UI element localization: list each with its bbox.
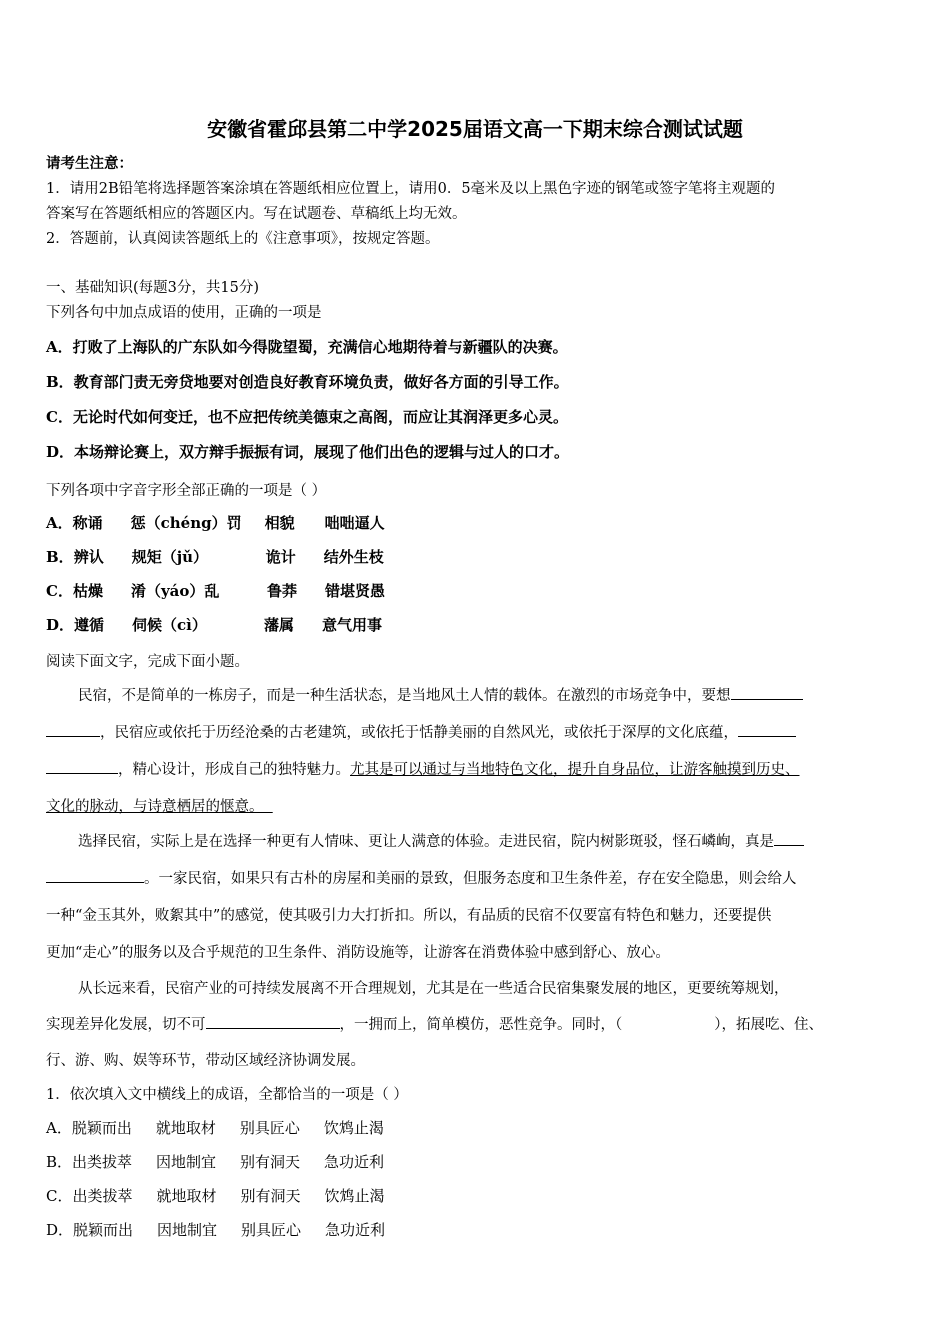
option-label: C． bbox=[46, 582, 73, 600]
option-word: 淆（yáo）乱 bbox=[130, 582, 220, 600]
passage-p3-line2 bbox=[46, 1013, 906, 1034]
passage-p2-line2 bbox=[46, 867, 906, 888]
fill-blank bbox=[206, 1014, 340, 1029]
option-word: 因地制宜 bbox=[156, 1153, 217, 1171]
passage-p1-line3 bbox=[46, 758, 906, 779]
passage-p1-line1 bbox=[78, 684, 906, 705]
option-word: 枯燥 bbox=[72, 582, 103, 600]
q3-option-c bbox=[46, 1185, 385, 1206]
option-word: 遵循 bbox=[74, 616, 105, 634]
fill-blank bbox=[738, 722, 796, 737]
fill-blank bbox=[731, 685, 803, 700]
reading-intro: 阅读下面文字，完成下面小题。 bbox=[46, 654, 249, 670]
option-word: 别具匠心 bbox=[239, 1119, 300, 1137]
passage-p2-line4: 更加“走心”的服务以及合乎规范的卫生条件、消防设施等，让游客在消费体验中感到舒心、放心。 bbox=[46, 945, 670, 961]
q1-stem: 下列各句中加点成语的使用，正确的一项是 bbox=[46, 305, 322, 321]
passage-p2-line3: 一种“金玉其外，败絮其中”的感觉，使其吸引力大打折扣。所以，有品质的民宿不仅要富有特色和魅力，还要提供 bbox=[46, 908, 772, 924]
passage-p1-line4 bbox=[46, 795, 906, 816]
option-label: A． bbox=[46, 514, 73, 532]
option-word: 脱颖而出 bbox=[73, 1221, 134, 1239]
option-word: 惩（chéng）罚 bbox=[130, 514, 242, 532]
passage-p3-line1: 从长远来看，民宿产业的可持续发展离不开合理规划，尤其是在一些适合民宿集聚发展的地区，更要统筹规划， bbox=[78, 981, 789, 997]
q1-option-b: B．教育部门责无旁贷地要对创造良好教育环境负责，做好各方面的引导工作。 bbox=[46, 373, 569, 391]
option-label: B． bbox=[46, 1153, 73, 1171]
notice-item-1b: 答案写在答题纸相应的答题区内。写在试题卷、草稿纸上均无效。 bbox=[46, 206, 467, 222]
passage-p2-line1 bbox=[78, 830, 906, 851]
option-word: 饮鸩止渴 bbox=[324, 1187, 385, 1205]
q1-option-d: D．本场辩论赛上，双方辩手振振有词，展现了他们出色的逻辑与过人的口才。 bbox=[46, 443, 570, 461]
option-label: A． bbox=[46, 1119, 72, 1137]
notice-heading: 请考生注意： bbox=[46, 155, 133, 172]
option-word: 相貌 bbox=[264, 514, 295, 532]
option-word: 脱颖而出 bbox=[71, 1119, 132, 1137]
option-word: 急功近利 bbox=[324, 1153, 385, 1171]
option-word: 因地制宜 bbox=[157, 1221, 218, 1239]
option-word: 伺候（cì） bbox=[132, 616, 207, 634]
option-word: 藩属 bbox=[264, 616, 295, 634]
option-word: 就地取材 bbox=[156, 1187, 217, 1205]
q2-option-b bbox=[46, 546, 384, 567]
option-word: 出类拔萃 bbox=[72, 1153, 133, 1171]
option-label: B． bbox=[46, 548, 74, 566]
q1-option-c: C．无论时代如何变迁，也不应把传统美德束之高阁，而应让其润泽更多心灵。 bbox=[46, 408, 568, 426]
passage-text: ，一拥而上，简单模仿，恶性竞争。同时，（ bbox=[339, 1017, 623, 1033]
option-label: C． bbox=[46, 1187, 73, 1205]
option-word: 规矩（jǔ） bbox=[131, 548, 209, 566]
passage-text: ），拓展吃、住、 bbox=[714, 1017, 823, 1033]
q1-option-a: A．打败了上海队的广东队如今得陇望蜀，充满信心地期待着与新疆队的决赛。 bbox=[46, 338, 568, 356]
q2-option-c bbox=[46, 580, 385, 601]
passage-p3-line3: 行、游、购、娱等环节，带动区域经济协调发展。 bbox=[46, 1053, 365, 1069]
notice-item-2: 2．答题前，认真阅读答题纸上的《注意事项》，按规定答题。 bbox=[46, 231, 440, 247]
fill-blank bbox=[46, 868, 144, 883]
option-word: 结外生枝 bbox=[323, 548, 384, 566]
option-word: 意气用事 bbox=[322, 616, 383, 634]
option-word: 称诵 bbox=[72, 514, 103, 532]
option-word: 别有洞天 bbox=[240, 1187, 301, 1205]
q2-option-a bbox=[46, 512, 385, 533]
option-word: 鲁莽 bbox=[266, 582, 297, 600]
passage-text: 民宿，不是简单的一栋房子，而是一种生活状态，是当地风土人情的载体。在激烈的市场竞争中，要想 bbox=[78, 688, 731, 704]
page-title: 安徽省霍邱县第二中学2025届语文高一下期末综合测试试题 bbox=[207, 117, 743, 141]
q2-stem: 下列各项中字音字形全部正确的一项是（ ） bbox=[46, 483, 327, 499]
option-word: 诡计 bbox=[265, 548, 296, 566]
q3-option-a bbox=[46, 1117, 384, 1138]
passage-text: 。一家民宿，如果只有古朴的房屋和美丽的景致，但服务态度和卫生条件差，存在安全隐患，则会给人 bbox=[144, 871, 797, 887]
option-word: 就地取材 bbox=[155, 1119, 216, 1137]
fill-blank bbox=[46, 722, 100, 737]
passage-text: 选择民宿，实际上是在选择一种更有人情味、更让人满意的体验。走进民宿，院内树影斑驳，怪石嶙峋，真是 bbox=[78, 834, 774, 850]
option-label: D． bbox=[46, 616, 75, 634]
option-word: 急功近利 bbox=[325, 1221, 386, 1239]
passage-text: ，精心设计，形成自己的独特魅力。 bbox=[118, 762, 350, 778]
option-label: D． bbox=[46, 1221, 74, 1239]
passage-p1-line2 bbox=[46, 721, 906, 742]
option-word: 咄咄逼人 bbox=[324, 514, 385, 532]
q3-option-d bbox=[46, 1219, 385, 1240]
passage-text: 实现差异化发展，切不可 bbox=[46, 1017, 206, 1033]
passage-text: ，民宿应或依托于历经沧桑的古老建筑，或依托于恬静美丽的自然风光，或依托于深厚的文化底蕴， bbox=[100, 725, 738, 741]
option-word: 别具匠心 bbox=[241, 1221, 302, 1239]
section-heading: 一、基础知识(每题3分，共15分) bbox=[46, 280, 259, 296]
underlined-sentence: 尤其是可以通过与当地特色文化，提升自身品位，让游客触摸到历史、 bbox=[350, 762, 800, 778]
notice-item-1a: 1．请用2B铅笔将选择题答案涂填在答题纸相应位置上，请用0．5毫米及以上黑色字迹的钢笔或签字笔将主观题的 bbox=[46, 181, 776, 197]
q3-stem: 1．依次填入文中横线上的成语，全都恰当的一项是（ ） bbox=[46, 1087, 408, 1103]
fill-blank bbox=[46, 759, 118, 774]
option-word: 错堪贤愚 bbox=[324, 582, 385, 600]
option-word: 别有洞天 bbox=[240, 1153, 301, 1171]
option-word: 辨认 bbox=[73, 548, 104, 566]
option-word: 出类拔萃 bbox=[72, 1187, 133, 1205]
q2-option-d bbox=[46, 614, 382, 635]
fill-blank bbox=[774, 831, 804, 846]
option-word: 饮鸩止渴 bbox=[323, 1119, 384, 1137]
underlined-sentence: 文化的脉动，与诗意栖居的惬意。 bbox=[46, 799, 264, 815]
q3-option-b bbox=[46, 1151, 384, 1172]
